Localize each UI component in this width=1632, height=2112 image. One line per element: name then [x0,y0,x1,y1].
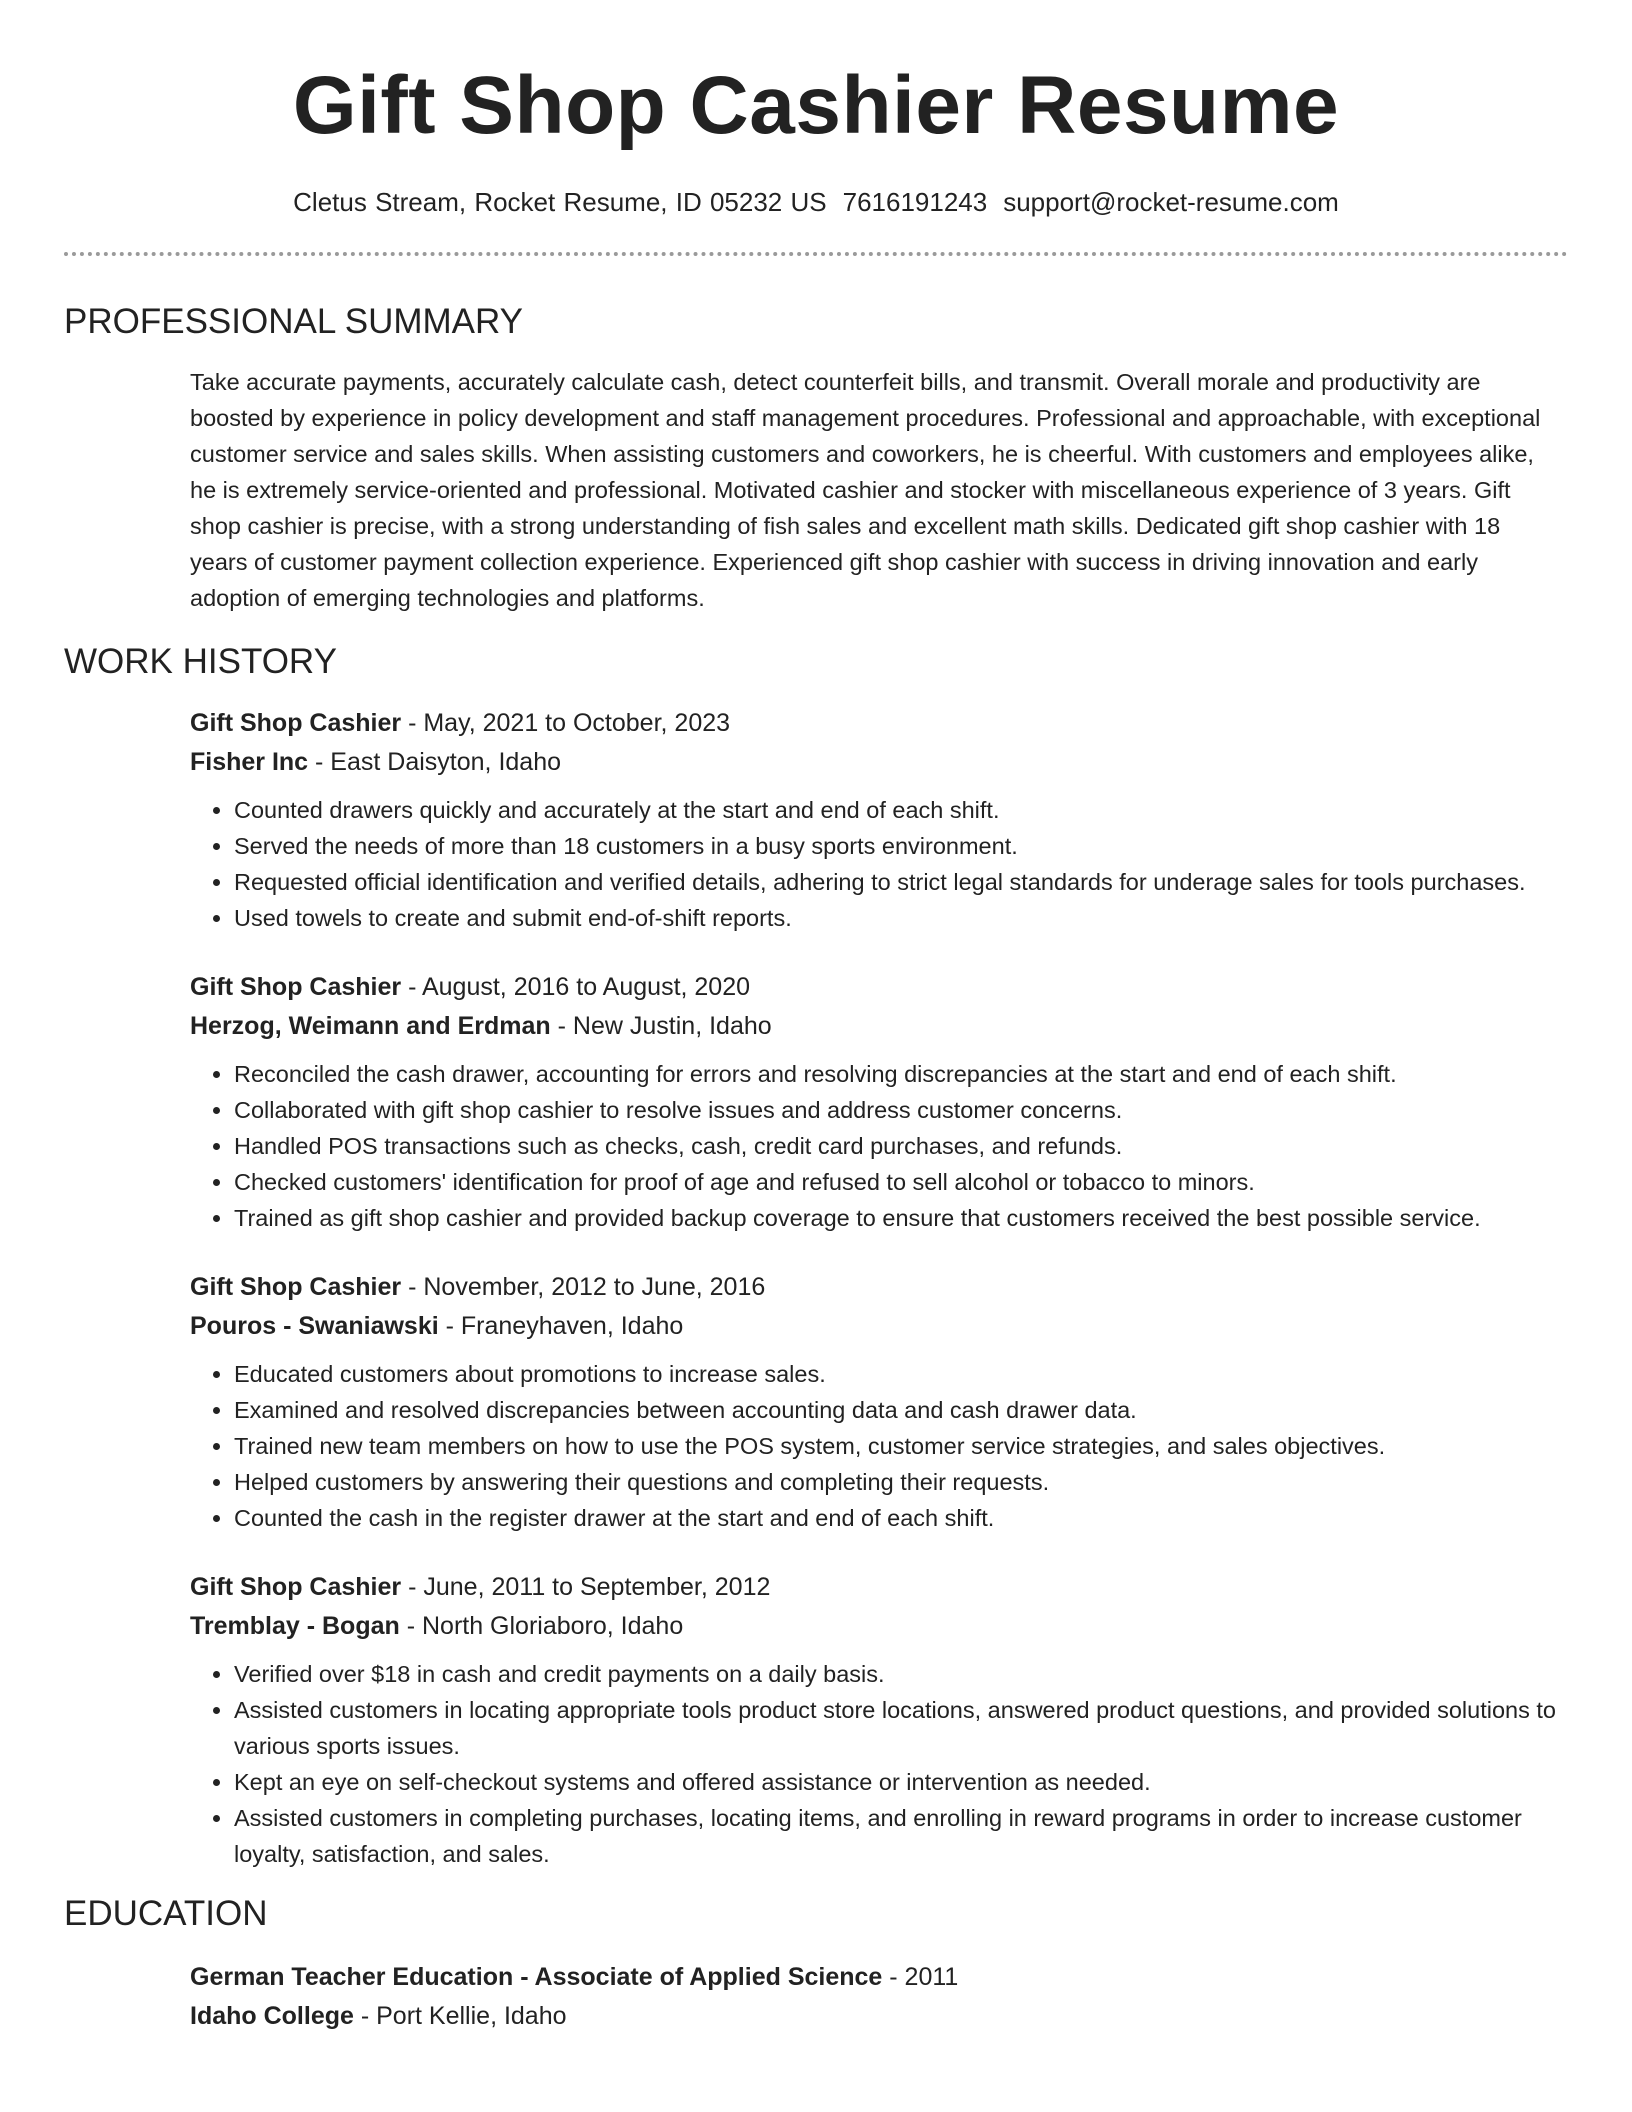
job-title: Gift Shop Cashier [190,709,402,737]
contact-email[interactable]: support@rocket-resume.com [1003,187,1339,217]
job-location: - Franeyhaven, Idaho [438,1312,684,1340]
job-bullet: • Served the needs of more than 18 customers in a busy sports environment. [234,828,1558,864]
job-bullets [190,792,1558,936]
resume-title: Gift Shop Cashier Resume [292,60,1340,151]
professional-summary-section [64,300,1568,616]
job-bullet: • Kept an eye on self-checkout systems and offered assistance or intervention as needed. [234,1764,1558,1800]
job-title-line [190,968,1558,1007]
job-bullet: • Educated customers about promotions to increase sales. [234,1356,1558,1392]
section-heading-work: WORK HISTORY [64,642,337,681]
job-bullet: • Assisted customers in completing purchases, locating items, and enrolling in reward programs in order to increase customer loyalty, satisfaction, and sales. [234,1800,1558,1872]
job-company: Herzog, Weimann and Erdman [190,1012,551,1040]
job-bullet: • Checked customers' identification for proof of age and refused to sell alcohol or tobacco to minors. [234,1164,1558,1200]
contact-phone: 7616191243 [842,187,988,217]
job-company-line [190,1307,1558,1346]
job-company: Fisher Inc [190,748,309,776]
job-bullet: • Used towels to create and submit end-of-shift reports. [234,900,1558,936]
job-company-line [190,1607,1558,1646]
job-title: Gift Shop Cashier [190,1273,402,1301]
education-year: - 2011 [882,1963,959,1991]
job-entry [190,704,1558,936]
section-heading-summary: PROFESSIONAL SUMMARY [64,302,523,341]
job-entry [190,1268,1558,1536]
work-history-section [64,640,1568,1872]
job-dates: - May, 2021 to October, 2023 [401,709,731,737]
job-bullet: • Counted drawers quickly and accurately at the start and end of each shift. [234,792,1558,828]
education-degree: German Teacher Education - Associate of Applied Science [190,1963,883,1991]
job-title-line [190,1268,1558,1307]
job-title: Gift Shop Cashier [190,1573,402,1601]
job-dates: - November, 2012 to June, 2016 [401,1273,766,1301]
job-bullet: • Collaborated with gift shop cashier to resolve issues and address customer concerns. [234,1092,1558,1128]
job-dates: - August, 2016 to August, 2020 [401,973,751,1001]
job-location: - East Daisyton, Idaho [308,748,561,776]
education-section [64,1892,1568,2036]
education-location: - Port Kellie, Idaho [353,2002,567,2030]
contact-line [64,186,1568,218]
job-title: Gift Shop Cashier [190,973,402,1001]
contact-address: Cletus Stream, Rocket Resume, ID 05232 US [293,187,827,217]
job-company-line [190,1007,1558,1046]
job-bullet: • Requested official identification and verified details, adhering to strict legal standards for underage sales for tools purchases. [234,864,1558,900]
job-location: - New Justin, Idaho [550,1012,772,1040]
education-school: Idaho College [190,2002,354,2030]
job-bullets [190,1356,1558,1536]
job-bullets [190,1056,1558,1236]
job-location: - North Gloriaboro, Idaho [399,1612,684,1640]
job-bullet: • Handled POS transactions such as checks, cash, credit card purchases, and refunds. [234,1128,1558,1164]
job-title-line [190,1568,1558,1607]
job-entry [190,1568,1558,1872]
job-company: Tremblay - Bogan [190,1612,400,1640]
job-bullet: • Counted the cash in the register drawer at the start and end of each shift. [234,1500,1558,1536]
job-bullet: • Reconciled the cash drawer, accounting for errors and resolving discrepancies at the start and end of each shift. [234,1056,1558,1092]
job-dates: - June, 2011 to September, 2012 [401,1573,771,1601]
job-bullet: • Trained as gift shop cashier and provided backup coverage to ensure that customers received the best possible service. [234,1200,1558,1236]
job-bullets [190,1656,1558,1872]
education-school-line [190,1997,1558,2036]
summary-text: Take accurate payments, accurately calculate cash, detect counterfeit bills, and transmit. Overall morale and productivity are boosted by experience in policy development and staff management procedures. Professional and approachable, with exceptional customer service and sales skills. When assisting customers and coworkers, he is cheerful. With customers and employees alike, he is extremely service-oriented and professional. Motivated cashier and stocker with miscellaneous experience of 3 years. Gift shop cashier is precise, with a strong understanding of fish sales and excellent math skills. Dedicated gift shop cashier with 18 years of customer payment collection experience. Experienced gift shop cashier with success in driving innovation and early adoption of emerging technologies and platforms. [190,369,1541,611]
job-company: Pouros - Swaniawski [190,1312,439,1340]
job-bullet: • Trained new team members on how to use the POS system, customer service strategies, and sales objectives. [234,1428,1558,1464]
section-heading-education: EDUCATION [64,1894,268,1933]
job-title-line [190,704,1558,743]
education-degree-line [190,1958,1558,1997]
job-entry [190,968,1558,1236]
job-bullet: • Helped customers by answering their questions and completing their requests. [234,1464,1558,1500]
header-divider [64,252,1568,256]
job-bullet: • Verified over $18 in cash and credit payments on a daily basis. [234,1656,1558,1692]
job-company-line [190,743,1558,782]
job-bullet: • Assisted customers in locating appropriate tools product store locations, answered product questions, and provided solutions to various sports issues. [234,1692,1558,1764]
job-bullet: • Examined and resolved discrepancies between accounting data and cash drawer data. [234,1392,1558,1428]
